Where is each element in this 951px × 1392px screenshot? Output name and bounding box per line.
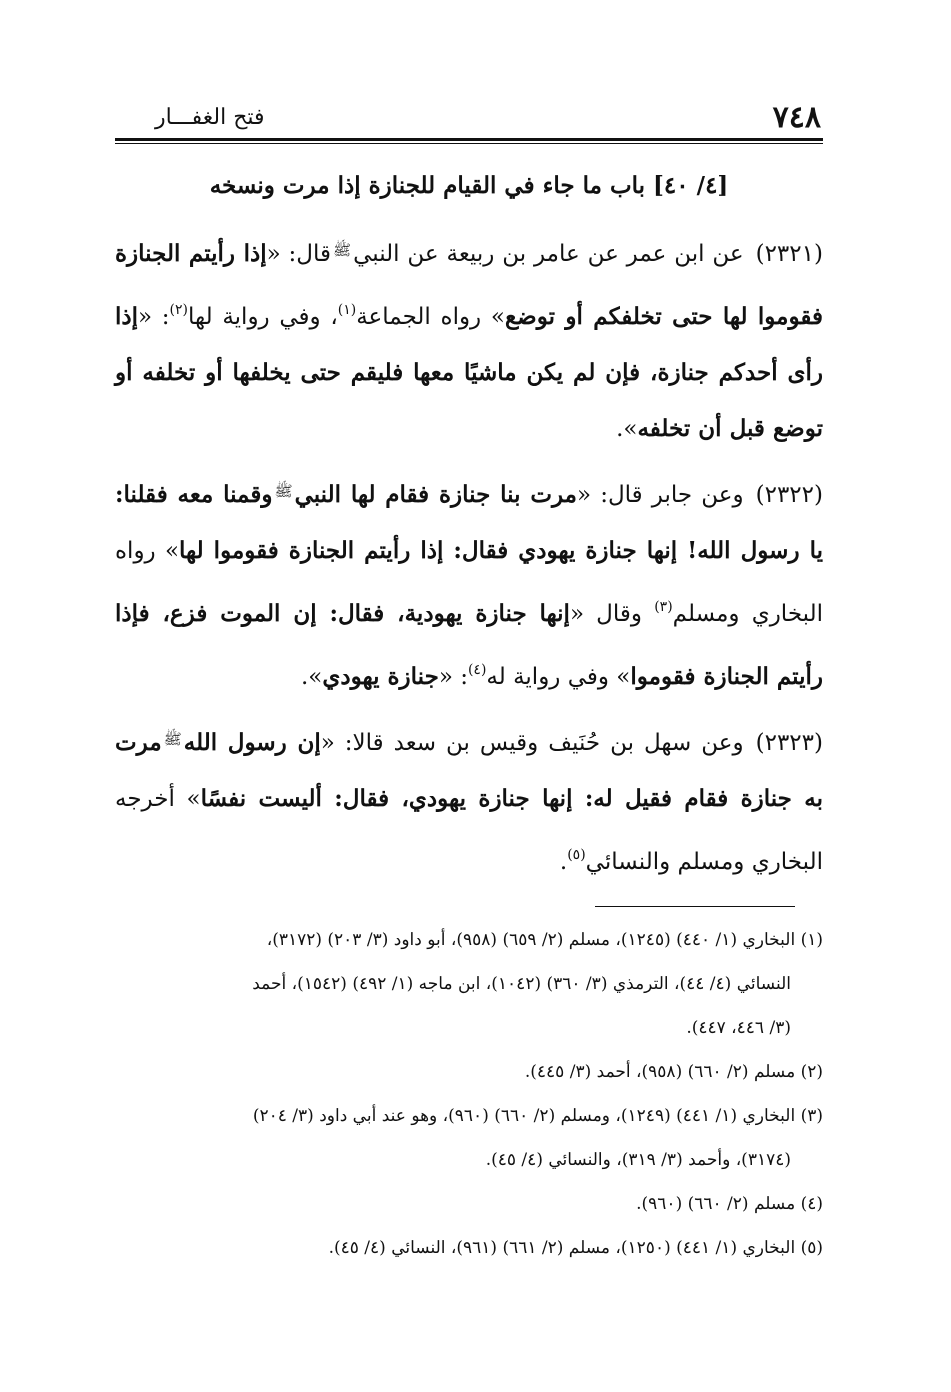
footnote-line: (٣/ ٤٤٦، ٤٤٧). xyxy=(686,1018,791,1038)
honorific-glyph: ﷺ xyxy=(163,730,182,748)
hadith-text: ». xyxy=(300,664,323,690)
hadith-quote: وقمنا معه فقلنا: يا رسول الله! إنها جنازة يهودي فقال: إذا رأيتم الجنازة فقوموا لها xyxy=(115,481,823,564)
hadith-quote: إن رسول الله xyxy=(183,729,321,756)
hadith-text: : « xyxy=(438,664,468,690)
footnote-line: (٣١٧٤)، وأحمد (٣/ ٣١٩)، والنسائي (٤/ ٤٥). xyxy=(485,1150,791,1170)
hadith-text: » رواه البخاري ومسلم xyxy=(115,538,824,627)
hadith-2321 xyxy=(115,222,823,457)
footnote-line: (٥) البخاري (١/ ٤٤١) (١٢٥٠)، مسلم (٢/ ٦٦١) (٩٦١)، النسائي (٤/ ٤٥). xyxy=(328,1238,823,1258)
chapter-title: [٤/ ٤٠] باب ما جاء في القيام للجنازة إذا مرت ونسخه xyxy=(209,172,729,199)
page-header xyxy=(115,98,823,144)
hadith-number: (٢٣٢١) xyxy=(755,241,823,267)
footnote-separator xyxy=(595,906,795,907)
hadith-text: » وفي رواية له xyxy=(486,664,631,690)
hadith-text: عن ابن عمر عن عامر بن ربيعة عن النبي xyxy=(353,241,744,267)
footnote-ref: (٢) xyxy=(169,302,189,318)
hadith-text: وعن سهل بن حُنَيف وقيس بن سعد قالا: « xyxy=(320,730,744,756)
main-text xyxy=(115,222,823,896)
footnote-5 xyxy=(115,1226,823,1270)
footnote-3 xyxy=(115,1094,823,1182)
footnote-line: (١) البخاري (١/ ٤٤٠) (١٢٤٥)، مسلم (٢/ ٦٥٩) (٩٥٨)، أبو داود (٣/ ٢٠٣) (٣١٧٢)، xyxy=(266,930,823,950)
footnote-line: (٣) البخاري (١/ ٤٤١) (١٢٤٩)، ومسلم (٢/ ٦٦٠) (٩٦٠)، وهو عند أبي داود (٣/ ٢٠٤) xyxy=(252,1106,823,1126)
footnote-1 xyxy=(115,918,823,1050)
footnote-4 xyxy=(115,1182,823,1226)
footnote-ref: (١) xyxy=(337,302,357,318)
header-rule xyxy=(115,138,823,144)
footnote-line: (٤) مسلم (٢/ ٦٦٠) (٩٦٠). xyxy=(636,1194,823,1214)
running-title: فتح الغفـــار xyxy=(155,105,265,130)
hadith-2322 xyxy=(115,463,823,705)
hadith-quote: إذا رأيتم الجنازة فقوموا لها حتى تخلفكم أو توضع xyxy=(115,240,823,330)
hadith-text: » رواه الجماعة xyxy=(356,304,505,330)
hadith-text: وعن جابر قال: « xyxy=(577,482,744,508)
hadith-text: قال: « xyxy=(266,241,331,267)
footnote-line: النسائي (٤/ ٤٤)، الترمذي (٣/ ٣٦٠) (١٠٤٢)، ابن ماجه (١/ ٤٩٢) (١٥٤٢)، أحمد xyxy=(252,974,791,994)
hadith-quote: جنازة يهودي xyxy=(322,663,439,690)
footnote-line: (٢) مسلم (٢/ ٦٦٠) (٩٥٨)، أحمد (٣/ ٤٤٥). xyxy=(524,1062,823,1082)
footnotes xyxy=(115,918,823,1270)
hadith-quote: إذا رأى أحدكم جنازة، فإن لم يكن ماشيًا معها فليقم حتى يخلفها أو تخلفه أو توضع قبل أن تخلفه xyxy=(115,303,823,442)
footnote-2 xyxy=(115,1050,823,1094)
footnote-ref: (٤) xyxy=(467,662,487,678)
footnote-ref: (٣) xyxy=(654,599,673,615)
honorific-glyph: ﷺ xyxy=(333,241,352,259)
hadith-2323 xyxy=(115,711,823,890)
hadith-quote: مرت بنا جنازة فقام لها النبي xyxy=(294,481,577,508)
hadith-text: » أخرجه البخاري ومسلم والنسائي xyxy=(115,786,823,875)
hadith-quote: إنها جنازة يهودية، فقال: إن الموت فزع، فإذا رأيتم الجنازة فقوموا xyxy=(115,600,823,690)
hadith-number: (٢٣٢٣) xyxy=(755,730,823,756)
hadith-quote: مرت به جنازة فقام فقيل له: إنها جنازة يهودي، فقال: أليست نفسًا xyxy=(115,729,823,812)
hadith-text: : « xyxy=(138,304,170,330)
hadith-text: ، وفي رواية لها xyxy=(188,304,338,330)
page-number: ٧٤٨ xyxy=(772,100,821,135)
hadith-text: ». xyxy=(616,416,638,442)
footnote-ref: (٥) xyxy=(567,847,586,863)
honorific-glyph: ﷺ xyxy=(274,482,293,500)
hadith-text: وقال « xyxy=(569,601,655,627)
hadith-number: (٢٣٢٢) xyxy=(755,482,823,508)
hadith-text: . xyxy=(559,849,568,875)
